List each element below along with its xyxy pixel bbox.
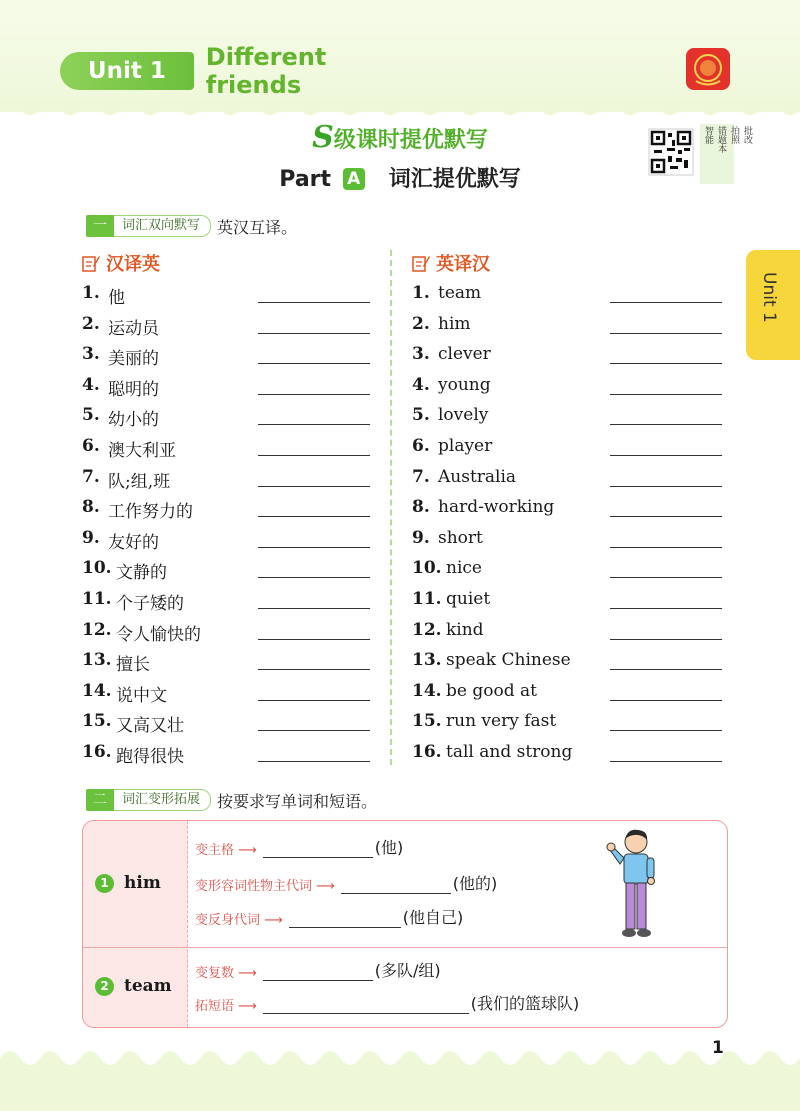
answer-blank[interactable] [258, 424, 370, 425]
line-label: 变形容词性物主代词 ⟶ [195, 879, 335, 894]
right-column-title: 英译汉 [436, 254, 490, 275]
item-word: 说中文 [116, 685, 167, 706]
item-word: 队;组,班 [108, 471, 171, 492]
table-line [195, 958, 441, 981]
vocab-row [412, 465, 712, 496]
vocab-row [412, 434, 712, 465]
answer-blank[interactable] [263, 1012, 469, 1014]
item-number: 1. [412, 283, 430, 303]
vocab-row [82, 556, 382, 587]
item-word: 运动员 [108, 318, 159, 339]
table-line [195, 905, 463, 928]
answer-blank[interactable] [258, 669, 370, 670]
answer-blank[interactable] [258, 547, 370, 548]
item-number: 4. [82, 374, 100, 395]
qr-label [700, 124, 752, 184]
unit-title: Different friends [205, 43, 327, 99]
left-column-title: 汉译英 [106, 254, 160, 275]
item-word: 文静的 [116, 563, 167, 584]
side-unit-tab [746, 250, 800, 360]
answer-blank[interactable] [258, 455, 370, 456]
vocab-row [412, 342, 712, 373]
item-number: 10. [82, 558, 112, 579]
section2-heading [86, 788, 377, 812]
item-number: 15. [82, 711, 112, 732]
answer-blank[interactable] [610, 333, 722, 334]
page-number: 1 [712, 1038, 724, 1058]
vocab-row [82, 465, 382, 496]
answer-blank[interactable] [610, 730, 722, 731]
item-word: Australia [438, 466, 517, 487]
item-word: young [438, 374, 491, 395]
vocab-row [412, 403, 712, 434]
vocab-row [82, 495, 382, 526]
section2-instruction: 按要求写单词和短语。 [217, 791, 378, 811]
item-number: 9. [412, 527, 430, 548]
answer-blank[interactable] [258, 302, 370, 303]
header-wave [0, 100, 800, 122]
item-word: 友好的 [108, 532, 159, 553]
answer-blank[interactable] [258, 333, 370, 334]
answer-blank[interactable] [258, 516, 370, 517]
line-label: 拓短语 ⟶ [195, 999, 257, 1014]
pencil-icon [412, 254, 430, 272]
answer-blank[interactable] [258, 761, 370, 762]
item-number: 6. [82, 435, 100, 456]
qr-label-3: 拍照 [729, 126, 739, 144]
section2-number: 二 [86, 789, 114, 811]
answer-blank[interactable] [610, 486, 722, 487]
answer-blank[interactable] [258, 730, 370, 731]
answer-blank[interactable] [610, 761, 722, 762]
item-word: 工作努力的 [108, 502, 193, 523]
answer-blank[interactable] [610, 547, 722, 548]
vocab-row [82, 679, 382, 710]
item-word: quiet [446, 588, 491, 609]
vocab-row [82, 312, 382, 343]
item-word: 跑得很快 [116, 746, 184, 767]
vocab-row [412, 740, 712, 771]
item-number: 12. [412, 619, 442, 640]
part-badge: A [343, 168, 365, 190]
item-word: tall and strong [446, 741, 573, 762]
item-word: speak Chinese [446, 650, 571, 671]
table-line [195, 991, 579, 1014]
item-number: 11. [82, 588, 112, 609]
answer-blank[interactable] [258, 608, 370, 609]
item-word: run very fast [446, 711, 557, 732]
vocab-row [82, 403, 382, 434]
answer-blank[interactable] [258, 486, 370, 487]
section1-number: 一 [86, 215, 114, 237]
answer-blank[interactable] [610, 302, 722, 303]
item-word: 又高又壮 [116, 716, 184, 737]
unit-banner [60, 43, 420, 99]
item-word: lovely [438, 405, 489, 426]
answer-blank[interactable] [610, 577, 722, 578]
item-number: 13. [412, 650, 442, 671]
line-hint: (我们的篮球队) [470, 994, 580, 1013]
item-number: 2. [412, 313, 430, 334]
item-number: 8. [412, 497, 430, 518]
answer-blank[interactable] [258, 639, 370, 640]
line-label: 变复数 ⟶ [195, 966, 257, 981]
item-number: 14. [412, 680, 442, 701]
section2-tag: 词汇变形拓展 [114, 789, 211, 811]
part-title-text: 词汇提优默写 [388, 167, 521, 192]
vocab-row [412, 709, 712, 740]
vocab-row [412, 679, 712, 710]
answer-blank[interactable] [610, 424, 722, 425]
answer-blank[interactable] [263, 979, 373, 981]
item-number: 3. [82, 344, 100, 365]
item-word: player [438, 435, 493, 456]
answer-blank[interactable] [258, 700, 370, 701]
qr-label-1: 智能 [703, 126, 713, 144]
vocab-row [412, 495, 712, 526]
item-word: him [438, 313, 471, 334]
section1-tag: 词汇双向默写 [114, 215, 211, 237]
section1-heading [86, 214, 297, 238]
item-number: 2. [82, 313, 100, 334]
item-number: 5. [412, 405, 430, 426]
vocab-row [412, 281, 712, 312]
qr-label-2: 错题本 [716, 126, 726, 153]
item-number: 16. [82, 741, 112, 762]
table-row1-word [95, 873, 161, 893]
part-prefix: Part [279, 167, 332, 192]
answer-blank[interactable] [258, 577, 370, 578]
vocab-row [412, 526, 712, 557]
section1-instruction: 英汉互译。 [217, 217, 298, 237]
vocab-row [412, 312, 712, 343]
vocab-row [412, 587, 712, 618]
title-s-letter: S [312, 120, 334, 155]
item-word: 擅长 [116, 655, 150, 676]
pencil-icon [82, 254, 100, 272]
line-label: 变反身代词 ⟶ [195, 913, 283, 928]
item-number: 13. [82, 650, 112, 671]
vocab-row [82, 709, 382, 740]
left-column-heading [82, 250, 160, 276]
item-word: short [438, 527, 483, 548]
table-row-separator [83, 947, 727, 948]
vocab-row [412, 373, 712, 404]
vocab-row [82, 740, 382, 771]
item-number: 14. [82, 680, 112, 701]
row2-number-badge: 2 [95, 977, 114, 996]
item-word: 令人愉快的 [116, 624, 201, 645]
vocab-row [82, 648, 382, 679]
right-vocab-list [412, 281, 712, 771]
publisher-logo [686, 48, 730, 90]
side-tab-label: Unit 1 [759, 272, 779, 323]
answer-blank[interactable] [610, 394, 722, 395]
answer-blank[interactable] [610, 639, 722, 640]
item-word: 他 [108, 288, 125, 308]
item-number: 5. [82, 405, 100, 426]
table-line [195, 835, 403, 858]
right-column-heading [412, 250, 490, 276]
item-number: 10. [412, 558, 442, 579]
item-number: 7. [412, 466, 430, 487]
row1-number-badge: 1 [95, 874, 114, 893]
item-number: 7. [82, 466, 100, 487]
table-word-column [83, 821, 188, 1027]
line-hint: (他的) [452, 874, 498, 893]
vocab-row [82, 373, 382, 404]
item-number: 9. [82, 527, 100, 548]
vocab-row [412, 648, 712, 679]
item-word: 聪明的 [108, 379, 159, 400]
vocab-row [82, 587, 382, 618]
item-word: 个子矮的 [116, 593, 184, 614]
item-word: clever [438, 344, 491, 365]
item-word: kind [446, 619, 484, 640]
answer-blank[interactable] [610, 700, 722, 701]
answer-blank[interactable] [258, 363, 370, 364]
vocab-row [82, 342, 382, 373]
column-divider [390, 250, 392, 765]
answer-blank[interactable] [610, 516, 722, 517]
row2-word: team [124, 976, 172, 996]
item-word: 幼小的 [108, 410, 159, 431]
vocab-row [82, 618, 382, 649]
line-hint: (他自己) [402, 908, 464, 927]
item-number: 12. [82, 619, 112, 640]
item-number: 15. [412, 711, 442, 732]
qr-label-4: 批改 [742, 126, 752, 144]
item-number: 6. [412, 435, 430, 456]
item-number: 3. [412, 344, 430, 365]
line-hint: (他) [374, 838, 404, 857]
item-word: nice [446, 558, 482, 579]
answer-blank[interactable] [341, 892, 451, 894]
footer-wave [0, 1044, 800, 1111]
vocab-row [82, 434, 382, 465]
boy-illustration [604, 826, 664, 942]
answer-blank[interactable] [289, 926, 401, 928]
unit-label: Unit 1 [60, 52, 194, 90]
table-line [195, 871, 497, 894]
answer-blank[interactable] [263, 856, 373, 858]
vocab-row [412, 556, 712, 587]
item-word: team [438, 283, 482, 303]
vocab-row [82, 526, 382, 557]
answer-blank[interactable] [610, 363, 722, 364]
line-hint: (多队/组) [374, 961, 441, 980]
title-text: 级课时提优默写 [333, 128, 488, 153]
table-row2-word [95, 976, 172, 996]
vocab-row [82, 281, 382, 312]
answer-blank[interactable] [258, 394, 370, 395]
item-word: be good at [446, 680, 537, 701]
item-number: 11. [412, 588, 442, 609]
vocab-row [412, 618, 712, 649]
item-word: 美丽的 [108, 349, 159, 370]
line-label: 变主格 ⟶ [195, 843, 257, 858]
left-vocab-list [82, 281, 382, 771]
item-number: 16. [412, 741, 442, 762]
answer-blank[interactable] [610, 455, 722, 456]
item-number: 8. [82, 497, 100, 518]
item-word: 澳大利亚 [108, 440, 176, 461]
item-number: 1. [82, 283, 100, 303]
row1-word: him [124, 873, 161, 893]
answer-blank[interactable] [610, 608, 722, 609]
answer-blank[interactable] [610, 669, 722, 670]
item-number: 4. [412, 374, 430, 395]
qr-code-icon[interactable] [648, 128, 694, 176]
item-word: hard-working [438, 497, 555, 518]
